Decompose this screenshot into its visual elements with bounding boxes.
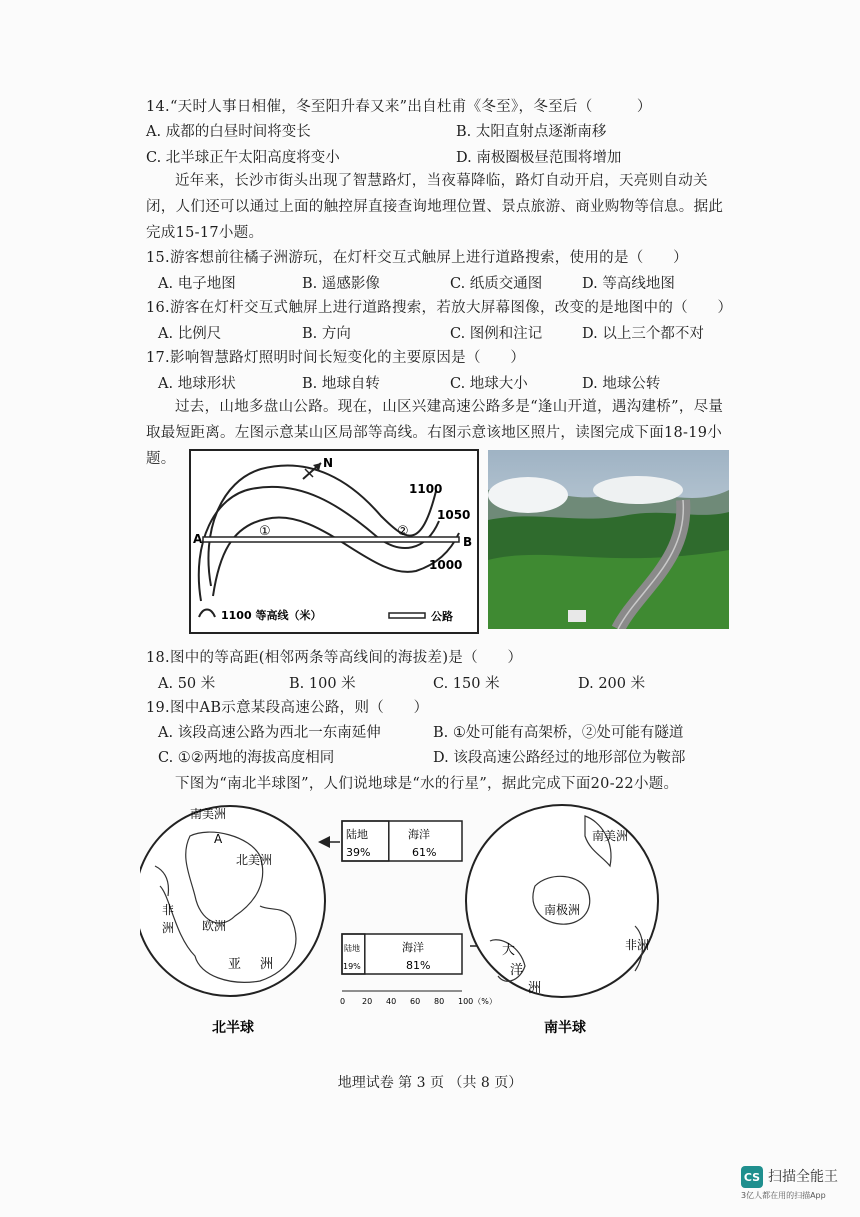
bar2-ocean-label: 海洋 xyxy=(402,941,424,954)
q14-stem: 14.“天时人事日相催，冬至阳升春又来”出自杜甫《冬至》，冬至后（ ） xyxy=(146,99,652,115)
q15-option-c: C. 纸质交通图 xyxy=(450,276,543,292)
q15-stem: 15.游客想前往橘子洲游玩，在灯杆交互式触屏上进行道路搜索，使用的是（ ） xyxy=(146,250,688,266)
label-antarctica: 南极洲 xyxy=(544,903,581,917)
north-hemisphere-label: 北半球 xyxy=(212,1020,254,1036)
q18-option-c: C. 150 米 xyxy=(433,676,500,692)
q19-option-c: C. ①②两地的海拔高度相同 xyxy=(158,750,335,766)
contour-map xyxy=(189,449,479,634)
q16-option-a: A. 比例尺 xyxy=(158,326,222,342)
bar1-land-pct: 39% xyxy=(346,846,371,859)
q14-option-c: C. 北半球正午太阳高度将变小 xyxy=(146,150,340,166)
q15-option-d: D. 等高线地图 xyxy=(582,276,675,292)
bar1-land-label: 陆地 xyxy=(346,828,368,841)
scale-0: 0 xyxy=(340,997,346,1006)
bar2-ocean-pct: 81% xyxy=(406,959,431,972)
scale-80: 80 xyxy=(434,997,445,1006)
q17-option-a: A. 地球形状 xyxy=(158,376,236,392)
camscanner-logo-icon: CS xyxy=(741,1166,763,1188)
q19-option-d: D. 该段高速公路经过的地形部位为鞍部 xyxy=(433,750,686,766)
scale-40: 40 xyxy=(386,997,397,1006)
q18-option-a: A. 50 米 xyxy=(158,676,216,692)
contour-label-1000: 1000 xyxy=(429,558,463,572)
label-europe: 欧洲 xyxy=(202,919,227,933)
q17-option-b: B. 地球自转 xyxy=(302,376,380,392)
page-footer: 地理试卷 第 3 页 （共 8 页） xyxy=(337,1075,523,1091)
contour-label-1100: 1100 xyxy=(409,482,443,496)
legend-road-label: 公路 xyxy=(431,610,453,623)
q14-option-d: D. 南极圈极昼范围将增加 xyxy=(456,150,622,166)
point-a-label: A xyxy=(193,532,203,546)
land-ocean-bar-south xyxy=(342,934,462,974)
q14-option-b: B. 太阳直射点逐渐南移 xyxy=(456,124,607,140)
north-label: N xyxy=(323,456,334,470)
contour-line-1000 xyxy=(213,517,459,596)
label-point-a: A xyxy=(214,832,223,846)
arrow-left-icon xyxy=(318,836,330,848)
brand-slogan: 3亿人都在用的扫描App xyxy=(741,1191,826,1200)
legend-contour-label: 1100 等高线（米） xyxy=(221,609,322,622)
q18-stem: 18.图中的等高距(相邻两条等高线间的海拔差)是（ ） xyxy=(146,650,523,666)
q16-option-c: C. 图例和注记 xyxy=(450,326,543,342)
q17-option-c: C. 地球大小 xyxy=(450,376,528,392)
q16-option-b: B. 方向 xyxy=(302,326,351,342)
q17-option-d: D. 地球公转 xyxy=(582,376,661,392)
q18-option-d: D. 200 米 xyxy=(578,676,646,692)
scale-100: 100（%） xyxy=(458,997,497,1006)
hemispheres-figure xyxy=(140,796,680,1046)
q19-stem: 19.图中AB示意某段高速公路，则（ ） xyxy=(146,700,429,716)
legend-contour-icon xyxy=(199,610,215,618)
q19-option-b: B. ①处可能有高架桥，②处可能有隧道 xyxy=(433,725,684,741)
southern-hemisphere-circle xyxy=(466,805,658,997)
passage-18-19: 过去，山地多盘山公路。现在，山区兴建高速公路多是“逢山开道，遇沟建桥”，尽量取最短距离。左图示意某山区局部等高线。右图示意该地区照片，读图完成下面18-19小题。 xyxy=(146,399,724,467)
marker-2: ② xyxy=(397,524,409,539)
highway-photo xyxy=(488,450,729,629)
label-south-america-n: 南美洲 xyxy=(190,807,227,821)
label-south-america-s: 南美洲 xyxy=(592,829,629,843)
label-oceania-3: 洲 xyxy=(528,981,542,996)
q16-option-d: D. 以上三个都不对 xyxy=(582,326,704,342)
q18-option-b: B. 100 米 xyxy=(289,676,356,692)
point-b-label: B xyxy=(463,535,473,549)
q16-stem: 16.游客在灯杆交互式触屏上进行道路搜索，若放大屏幕图像，改变的是地图中的（ ） xyxy=(146,300,733,316)
scanner-watermark xyxy=(741,1166,838,1200)
q14-option-a: A. 成都的白昼时间将变长 xyxy=(146,124,311,140)
scale-60: 60 xyxy=(410,997,421,1006)
marker-1: ① xyxy=(259,524,271,539)
brand-name: 扫描全能王 xyxy=(768,1169,838,1185)
q19-option-a: A. 该段高速公路为西北一东南延伸 xyxy=(158,725,381,741)
q15-option-a: A. 电子地图 xyxy=(158,276,236,292)
label-north-america: 北美洲 xyxy=(236,853,273,867)
label-oceania-2: 洋 xyxy=(510,963,524,978)
contour-label-1050: 1050 xyxy=(437,508,471,522)
road-ab xyxy=(203,537,459,542)
label-africa-s: 非洲 xyxy=(625,938,650,952)
passage-15-17: 近年来，长沙市街头出现了智慧路灯，当夜幕降临，路灯自动开启，天亮则自动关闭，人们还可以通过上面的触控屏直接查询地理位置、景点旅游、商业购物等信息。据此完成15-17小题。 xyxy=(146,173,724,241)
label-africa-2: 洲 xyxy=(162,921,175,935)
bar2-land-pct: 19% xyxy=(343,962,361,971)
passage-20-22: 下图为“南北半球图”，人们说地球是“水的行星”，据此完成下面20-22小题。 xyxy=(175,776,679,792)
bar1-ocean-pct: 61% xyxy=(412,846,437,859)
south-hemisphere-label: 南半球 xyxy=(544,1020,586,1036)
label-africa-1: 非 xyxy=(162,903,175,917)
q17-stem: 17.影响智慧路灯照明时间长短变化的主要原因是（ ） xyxy=(146,350,526,366)
q15-option-b: B. 遥感影像 xyxy=(302,276,380,292)
scale-20: 20 xyxy=(362,997,373,1006)
label-asia-1: 亚 xyxy=(228,957,242,972)
legend-road-icon xyxy=(389,613,425,618)
contour-line-1050 xyxy=(199,487,439,601)
land-ocean-bar-north xyxy=(342,821,462,861)
bar2-land-label: 陆地 xyxy=(344,944,360,953)
label-oceania-1: 大 xyxy=(502,943,516,958)
bar1-ocean-label: 海洋 xyxy=(408,828,430,841)
label-asia-2: 洲 xyxy=(260,957,274,972)
